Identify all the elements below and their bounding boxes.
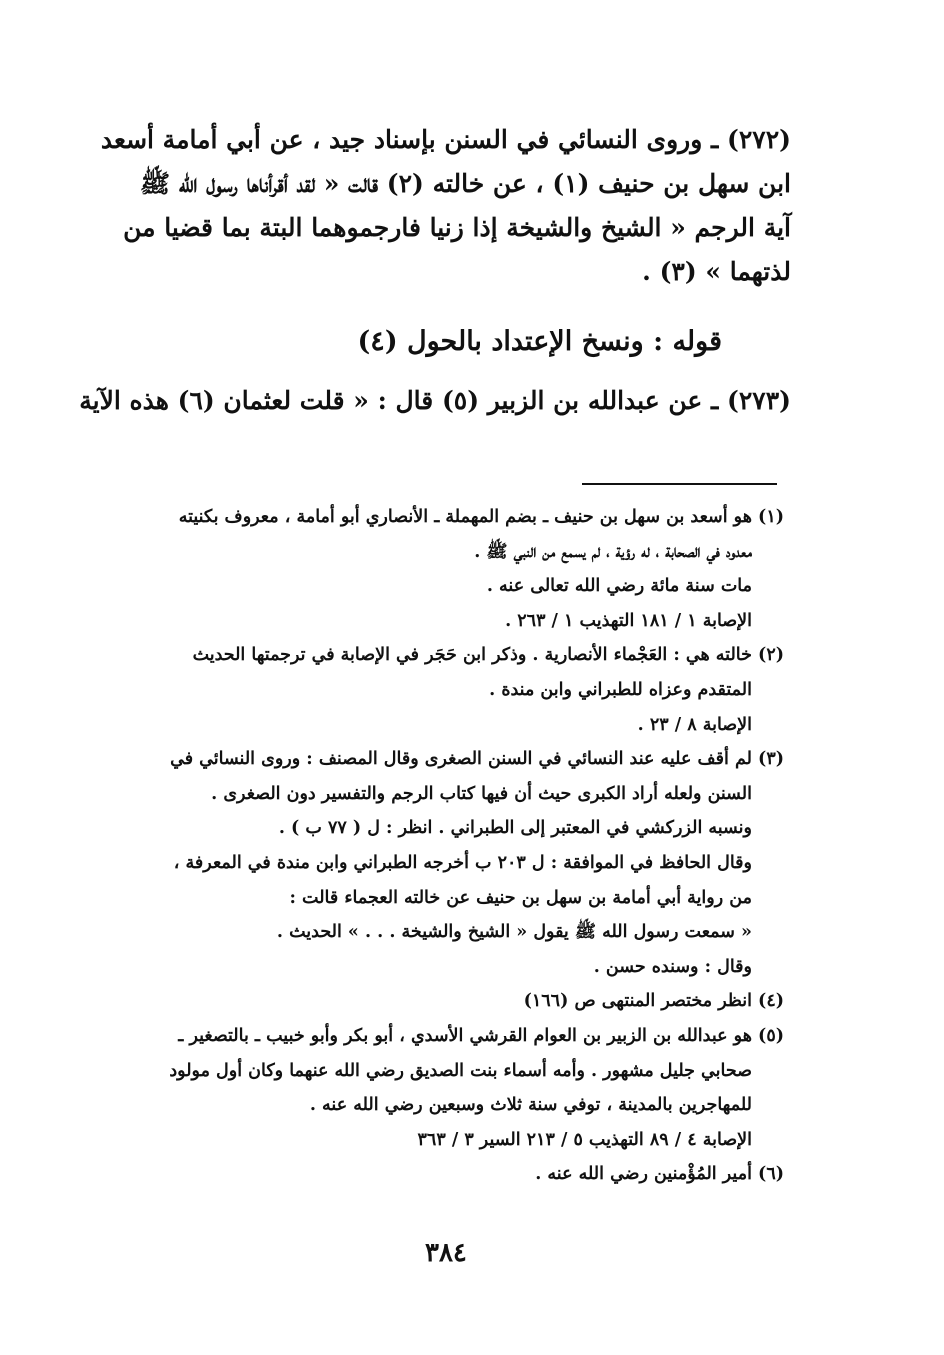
footnote-line: وقال الحافظ في الموافقة : ل ٢٠٣ ب أخرجه الطبراني وابن مندة في المعرفة ، (173, 852, 752, 873)
footnote-line: الإصابة ١ / ١٨١ التهذيب ١ / ٢٦٣ . (505, 610, 752, 631)
footnote-line: من رواية أبي أمامة بن سهل بن حنيف عن خالته العجماء قالت : (289, 887, 752, 908)
footnote-line: « سمعت رسول الله ﷺ يقول « الشيخ والشيخة . . . » الحديث . (276, 922, 752, 943)
footnote-line: (١) هو أسعد بن سهل بن حنيف ـ بضم المهملة ـ الأنصاري أبو أمامة ، معروف بكنيته (178, 507, 784, 527)
footnote-line: للمهاجرين بالمدينة ، توفي سنة ثلاث وسبعين رضي الله عنه . (309, 1095, 752, 1116)
hadith-272-paragraph (100, 118, 791, 294)
paragraph-line: آية الرجم « الشيخ والشيخة إذا زنيا فارجموهما البتة بما قضيا من (123, 213, 791, 242)
footnotes-block (94, 500, 784, 1192)
paragraph-line: ابن سهل بن حنيف (١) ، عن خالته (٢) قالت « لقد أقرأناها رسول الله ﷺ (139, 169, 791, 198)
footnote-line: مات سنة مائة رضي الله تعالى عنه . (486, 576, 752, 597)
footnote-line: الإصابة ٤ / ٨٩ التهذيب ٥ / ٢١٣ السير ٣ / ٣٦٣ (417, 1129, 752, 1150)
hadith-273-line: (٢٧٣) ـ عن عبدالله بن الزبير (٥) قال : « قلت لعثمان (٦) هذه الآية (79, 386, 791, 415)
footnote-line: (٦) أمير المُؤْمنين رضي الله عنه . (535, 1164, 784, 1185)
footnote-line: معدود في الصحابة ، له رؤية ، لم يسمع من النبي ﷺ . (474, 541, 752, 562)
footnote-divider (582, 483, 777, 485)
footnote-line: (٣) لم أقف عليه عند النسائي في السنن الصغرى وقال المصنف : وروى النسائي في (170, 749, 784, 770)
page-number: ٣٨٤ (425, 1238, 467, 1268)
footnote-line: ونسبه الزركشي في المعتبر إلى الطبراني . انظر : ل ( ٧٧ ب ) . (278, 818, 752, 839)
footnote-line: وقال : وسنده حسن . (593, 956, 752, 977)
footnote-line: (٤) انظر مختصر المنتهى ص (١٦٦) (523, 991, 784, 1012)
footnote-line: الإصابة ٨ / ٢٣ . (637, 714, 752, 735)
paragraph-line: (٢٧٢) ـ وروى النسائي في السنن بإسناد جيد ، عن أبي أمامة أسعد (100, 125, 791, 154)
footnote-line: (٥) هو عبدالله بن الزبير بن العوام القرشي الأسدي ، أبو بكر وأبو خبيب ـ بالتصغير ـ (178, 1025, 784, 1046)
footnote-line: (٢) خالته هي : العَجْماء الأنصارية . وذكر ابن حَجَر في الإصابة في ترجمتها الحديث (192, 645, 784, 666)
section-heading: قوله : ونسخ الإعتداد بالحول (٤) (357, 326, 722, 357)
footnote-line: صحابي جليل مشهور . وأمه أسماء بنت الصديق رضي الله عنهما وكان أول مولود (169, 1060, 752, 1081)
paragraph-line: لذتهما » (٣) . (642, 257, 791, 286)
footnote-line: المتقدم وعزاه للطبراني وابن مندة . (489, 679, 752, 700)
footnote-line: السنن ولعله أراد الكبرى حيث أن فيها كتاب الرجم والتفسير دون الصغرى . (211, 783, 752, 804)
